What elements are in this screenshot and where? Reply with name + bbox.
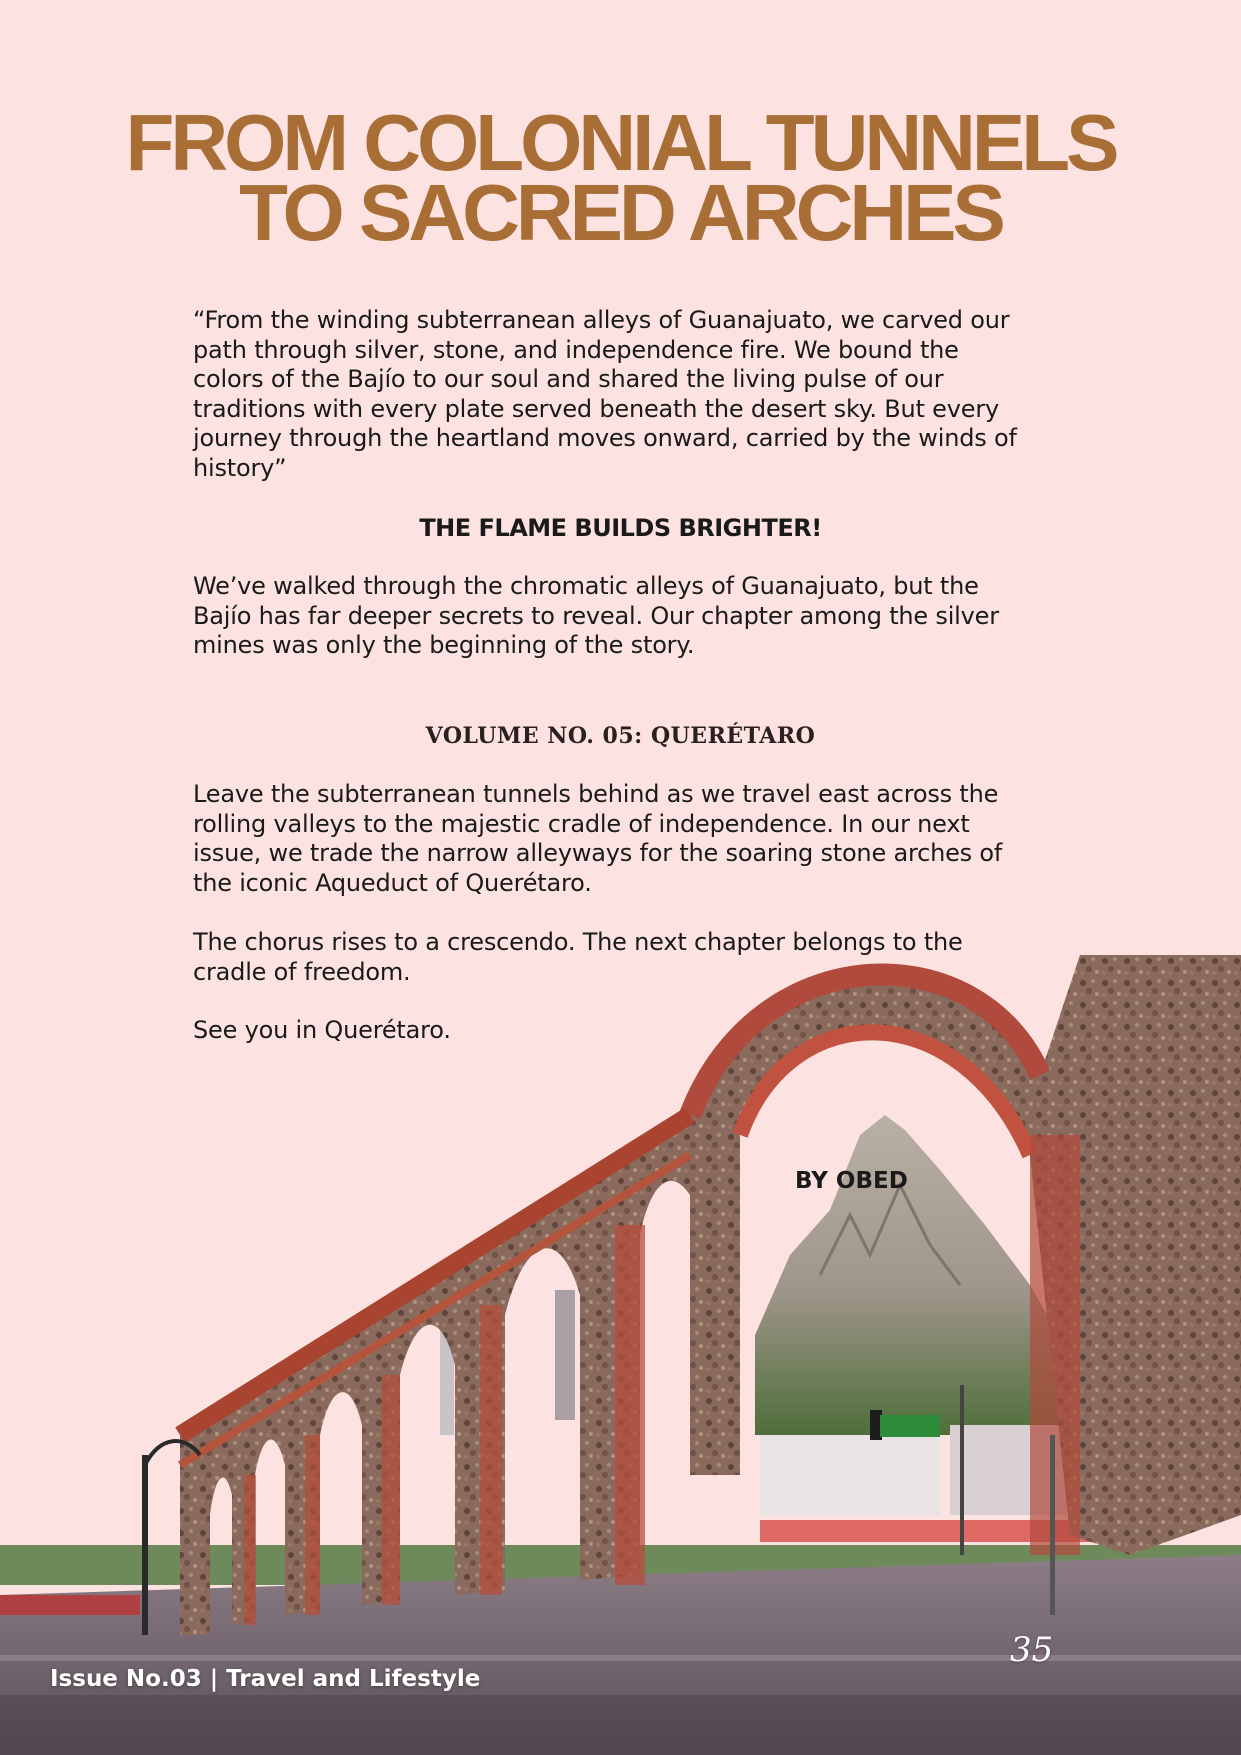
section-2-block [193, 780, 1035, 898]
byline: BY OBED [795, 1168, 908, 1194]
section-2-text-3: See you in Querétaro. [193, 1016, 451, 1044]
page-title [0, 98, 1241, 257]
title-line-1: FROM COLONIAL TUNNELS [125, 98, 1116, 187]
aqueduct-photo [0, 955, 1241, 1755]
footer-issue-label: Issue No.03 | Travel and Lifestyle [50, 1666, 481, 1692]
page-number: 35 [1010, 1630, 1054, 1670]
section-2-text-2: The chorus rises to a crescendo. The next chapter belongs to the cradle of freedom. [193, 928, 963, 986]
intro-block [193, 306, 1035, 483]
section-2-text-1: Leave the subterranean tunnels behind as we travel east across the rolling valleys to the majestic cradle of independence. In our next issue, we trade the narrow alleyways for the soaring stone arches of the iconic Aqueduct of Querétaro. [193, 780, 1003, 897]
title-line-2: TO SACRED ARCHES [239, 168, 1002, 257]
section-heading-volume: VOLUME NO. 05: QUERÉTARO [425, 723, 816, 749]
section-heading-flame: THE FLAME BUILDS BRIGHTER! [419, 514, 822, 542]
section-1-block [193, 572, 1035, 661]
section-1-text: We’ve walked through the chromatic alleys of Guanajuato, but the Bajío has far deeper secrets to reveal. Our chapter among the silver mines was only the beginning of the story. [193, 572, 999, 659]
intro-quote: “From the winding subterranean alleys of Guanajuato, we carved our path through silver, stone, and independence fire. We bound the colors of the Bajío to our soul and shared the living pulse of our traditions with every plate served beneath the desert sky. But every journey through the heartland moves onward, carried by the winds of history” [193, 306, 1017, 482]
